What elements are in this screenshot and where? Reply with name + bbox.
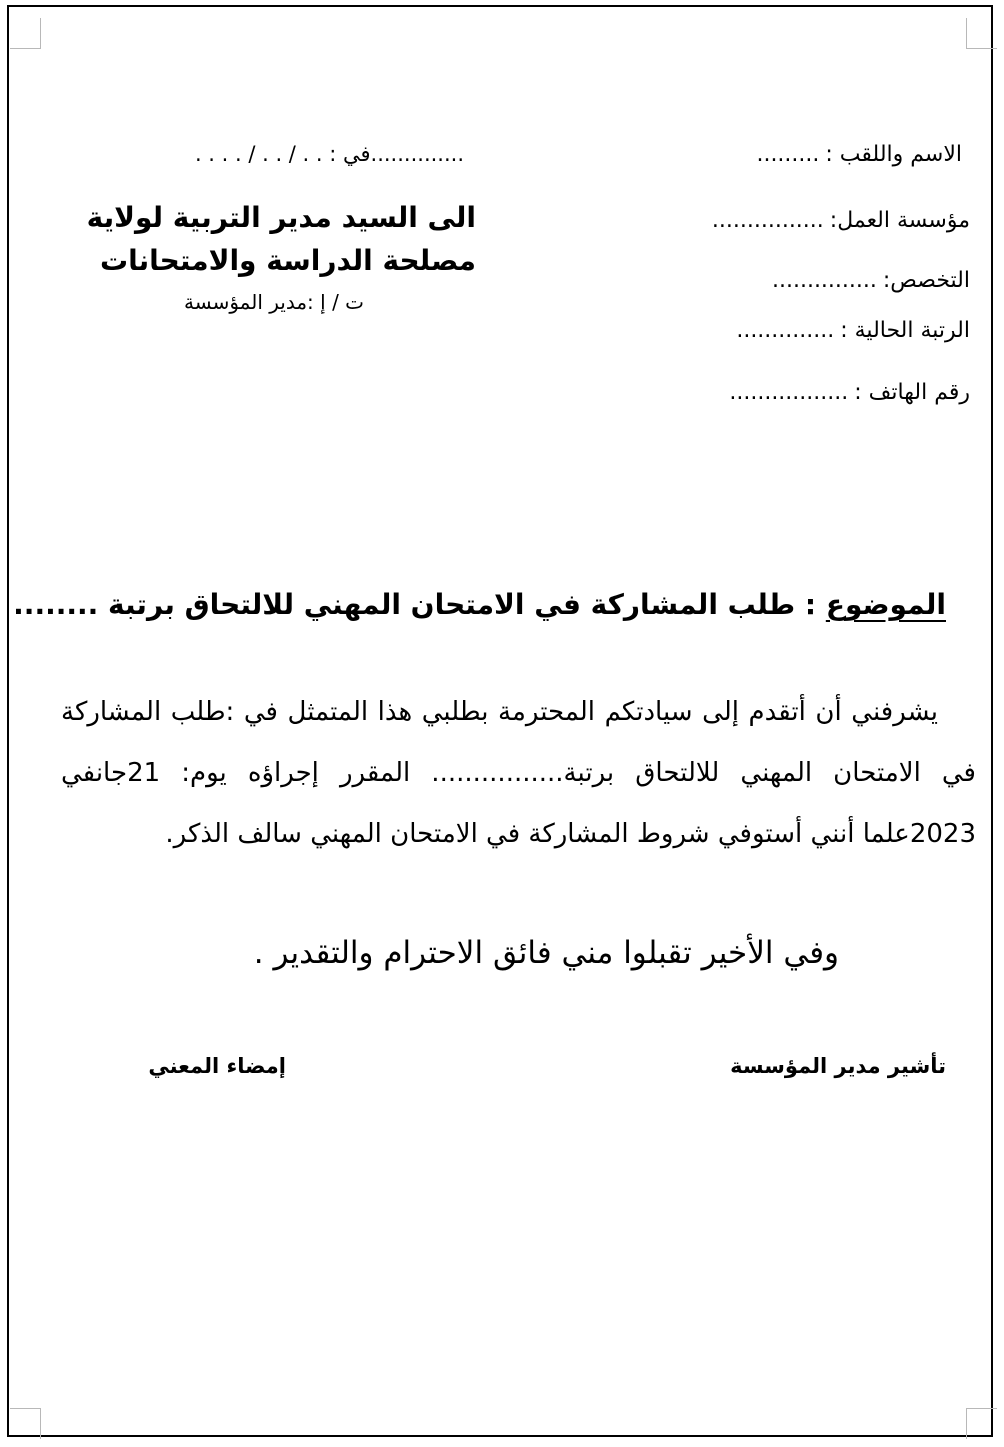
rank-blank: ..............	[736, 318, 835, 343]
director-signature-label: تأشير مدير المؤسسة	[730, 1054, 946, 1078]
subject-separator: :	[804, 588, 817, 621]
institution-field	[712, 208, 970, 233]
institution-label: مؤسسة العمل:	[829, 208, 970, 233]
applicant-signature-label: إمضاء المعني	[148, 1054, 286, 1078]
specialty-field	[772, 268, 970, 293]
phone-label: رقم الهاتف :	[854, 380, 970, 405]
subject-text: طلب المشاركة في الامتحان المهني للالتحاق برتبة ........	[13, 588, 796, 621]
crop-mark-top-right	[966, 18, 997, 49]
phone-blank: .................	[729, 380, 849, 405]
phone-field	[729, 380, 970, 405]
letter-body: يشرفني أن أتقدم إلى سيادتكم المحترمة بطلبي هذا المتمثل في :طلب المشاركة في الامتحان المهني للالتحاق برتبة................ المقرر إجراؤه يوم: 21جانفي 2023علما أنني أستوفي شروط المشاركة في الامتحان المهني سالف الذكر.	[61, 697, 976, 849]
rank-field	[736, 318, 970, 343]
name-label: الاسم واللقب :	[825, 142, 962, 167]
recipient-line-2: مصلحة الدراسة والامتحانات	[99, 244, 476, 277]
institution-blank: ................	[711, 208, 824, 233]
crop-mark-bottom-left	[10, 1408, 41, 1439]
rank-label: الرتبة الحالية :	[840, 318, 970, 343]
recipient-block	[36, 196, 476, 282]
crop-mark-top-left	[10, 18, 41, 49]
letter-closing: وفي الأخير تقبلوا مني فائق الاحترام والتقدير .	[253, 935, 839, 971]
recipient-line-1: الى السيد مدير التربية لولاية	[86, 201, 476, 234]
subject-line	[13, 588, 946, 621]
recipient-via: ت / إ :مدير المؤسسة	[184, 290, 364, 314]
subject-label: الموضوع	[825, 588, 946, 621]
specialty-label: التخصص:	[882, 268, 970, 293]
name-field	[756, 142, 962, 167]
crop-mark-bottom-right	[966, 1408, 997, 1439]
name-blank: .........	[756, 142, 820, 167]
specialty-blank: ...............	[771, 268, 877, 293]
date-line: ..............في : . . / . . / . . . .	[194, 142, 464, 166]
